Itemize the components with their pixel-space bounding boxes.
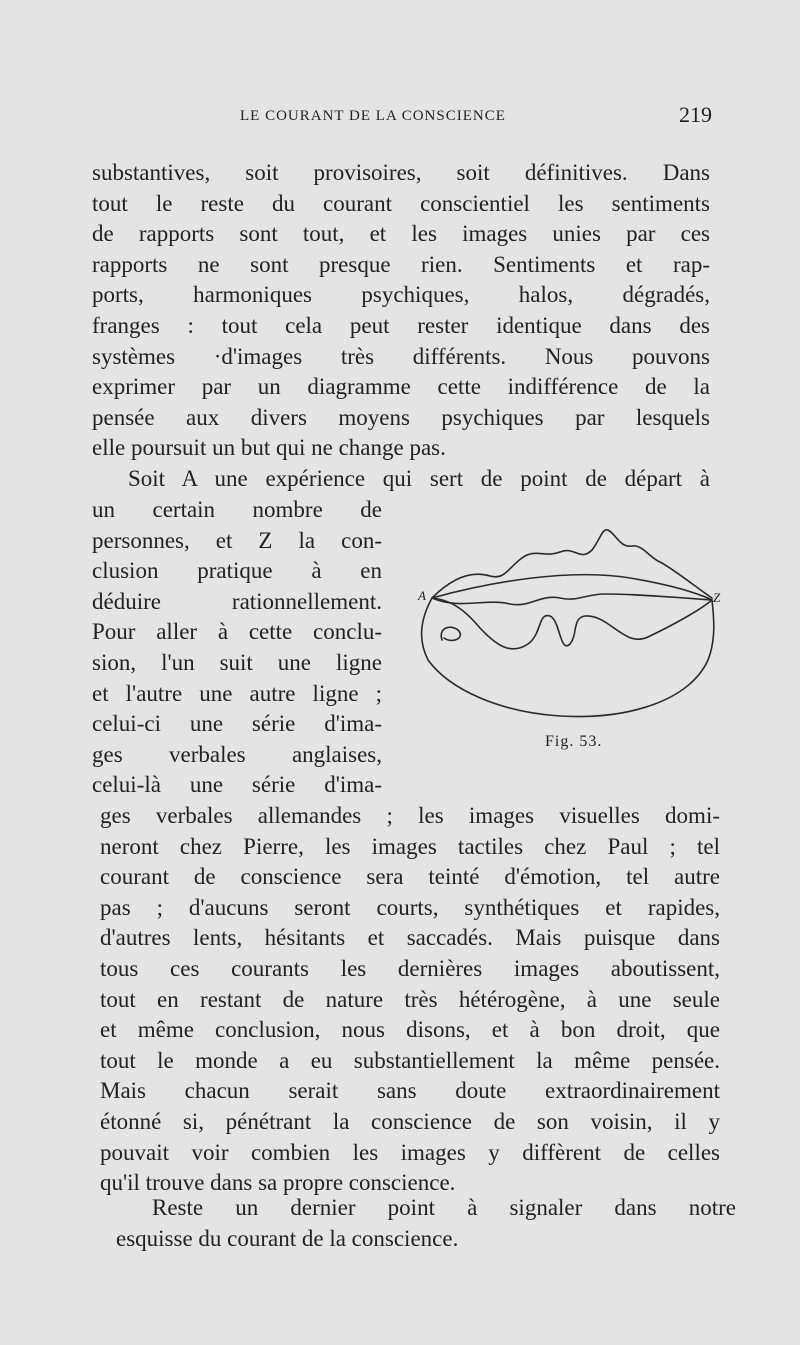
- figure-53-diagram: [410, 520, 730, 760]
- text-line: neront chez Pierre, les images tactiles chez Paul ; tel: [100, 833, 720, 859]
- text-line: ges verbales allemandes ; les images visuelles domi-: [100, 803, 720, 828]
- text-line: déduire rationnellement.: [92, 588, 382, 614]
- text-line: et même conclusion, nous disons, et à bon droit, que: [100, 1017, 720, 1043]
- text-line: Soit A une expérience qui sert de point de départ à: [128, 466, 710, 491]
- text-line: franges : tout cela peut rester identique dans des: [92, 312, 710, 338]
- text-line: qu'il trouve dans sa propre conscience.: [100, 1170, 456, 1196]
- text-line: un certain nombre de: [92, 497, 382, 522]
- text-line: personnes, et Z la con-: [92, 527, 382, 553]
- text-line: clusion pratique à en: [92, 558, 382, 584]
- page-number: 219: [679, 102, 712, 127]
- paragraph-2-continued: [100, 801, 720, 1199]
- text-line: exprimer par un diagramme cette indifférence de la: [92, 374, 710, 400]
- text-line: pouvait voir combien les images y diffèrent de celles: [100, 1139, 720, 1165]
- text-line: courant de conscience sera teinté d'émotion, tel autre: [100, 864, 720, 890]
- bottom-arc-path: [422, 598, 714, 717]
- text-line: systèmes ·d'images très différents. Nous pouvons: [92, 343, 710, 369]
- text-line: sion, l'un suit une ligne: [92, 649, 382, 675]
- text-line: elle poursuit un but qui ne change pas.: [92, 435, 446, 461]
- label-z: Z: [713, 590, 721, 605]
- text-line: Reste un dernier point à signaler dans notre: [152, 1195, 736, 1220]
- page-header: [92, 102, 712, 132]
- text-line: tout le reste du courant conscientiel les sentiments: [92, 190, 710, 216]
- text-line: de rapports sont tout, et les images unies par ces: [92, 221, 710, 247]
- paragraph-2-wrapped: [92, 495, 382, 801]
- text-line: celui-là une série d'ima-: [92, 772, 382, 798]
- text-line: tout en restant de nature très hétérogène, à une seule: [100, 986, 720, 1012]
- loop-path: [432, 598, 712, 649]
- text-line: d'autres lents, hésitants et saccadés. Mais puisque dans: [100, 925, 720, 951]
- text-line: ges verbales anglaises,: [92, 741, 382, 767]
- label-a: A: [418, 588, 426, 603]
- inner-loop-path: [441, 627, 460, 640]
- text-line: pensée aux divers moyens psychiques par lesquels: [92, 404, 710, 430]
- text-line: pas ; d'aucuns seront courts, synthétiques et rapides,: [100, 894, 720, 920]
- text-line: étonné si, pénétrant la conscience de son voisin, il y: [100, 1108, 720, 1134]
- text-line: rapports ne sont presque rien. Sentiments et rap-: [92, 251, 710, 277]
- paragraph-2: [92, 464, 710, 495]
- text-line: substantives, soit provisoires, soit définitives. Dans: [92, 160, 710, 185]
- text-line: esquisse du courant de la conscience.: [116, 1225, 459, 1251]
- text-line: Pour aller à cette conclu-: [92, 619, 382, 645]
- paragraph-3: [116, 1193, 736, 1254]
- text-line: ports, harmoniques psychiques, halos, dégradés,: [92, 282, 710, 308]
- lower-wavy-path: [432, 594, 712, 605]
- text-line: et l'autre une autre ligne ;: [92, 680, 382, 706]
- figure-caption: Fig. 53.: [545, 733, 603, 750]
- text-line: tout le monde a eu substantiellement la même pensée.: [100, 1047, 720, 1073]
- text-line: tous ces courants les dernières images aboutissent,: [100, 955, 720, 981]
- text-line: Mais chacun serait sans doute extraordinairement: [100, 1078, 720, 1104]
- text-line: celui-ci une série d'ima-: [92, 711, 382, 737]
- running-head: LE COURANT DE LA CONSCIENCE: [240, 108, 506, 124]
- paragraph-1: [92, 158, 710, 464]
